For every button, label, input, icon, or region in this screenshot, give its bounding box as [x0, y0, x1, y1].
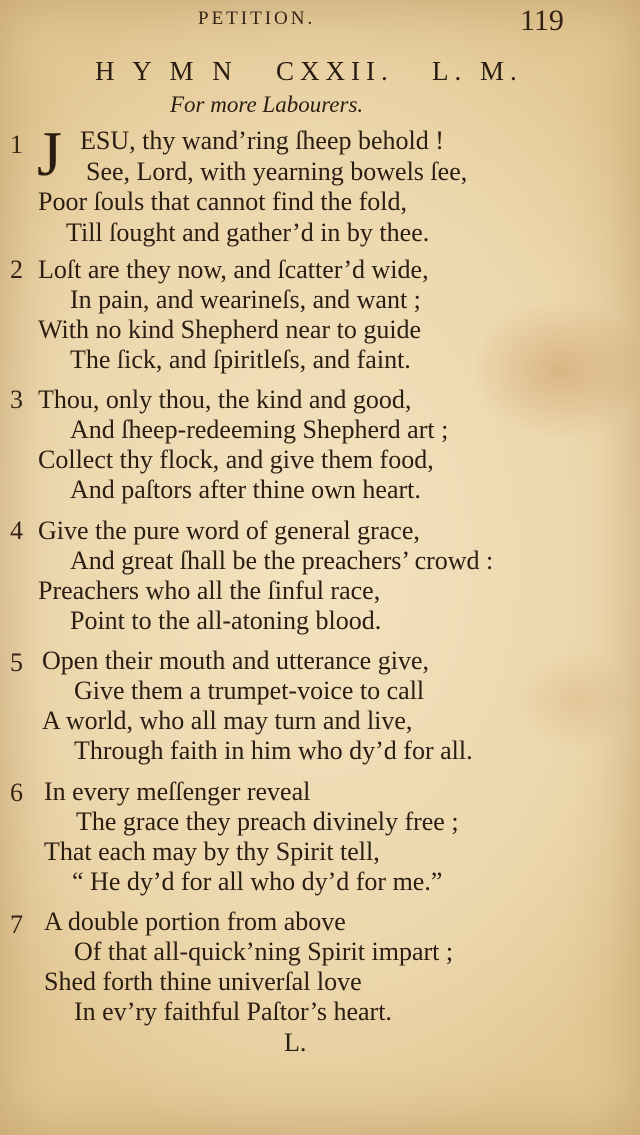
verse-line: A world, who all may turn and live,	[42, 706, 413, 735]
verse-line: That each may by thy Spirit tell,	[44, 837, 380, 866]
stanza-number: 5	[10, 648, 23, 677]
verse-line: Through faith in him who dy’d for all.	[74, 736, 473, 765]
stanza-number: 2	[10, 255, 23, 284]
stanza-number: 3	[10, 385, 23, 414]
verse-line: In every meſſenger reveal	[44, 777, 311, 806]
verse-line: “ He dy’d for all who dy’d for me.”	[72, 867, 443, 896]
verse-line: With no kind Shepherd near to guide	[38, 315, 422, 344]
verse-line: Give them a trumpet-voice to call	[74, 676, 425, 705]
running-head: PETITION.	[198, 8, 316, 29]
stanza-number: 6	[10, 778, 23, 807]
verse-line: In ev’ry faithful Paſtor’s heart.	[74, 997, 392, 1026]
drop-cap: J	[37, 118, 62, 189]
hymn-subtitle: For more Labourers.	[170, 92, 364, 117]
verse-line: Poor ſouls that cannot find the fold,	[38, 187, 408, 216]
verse-line: See, Lord, with yearning bowels ſee,	[86, 157, 468, 186]
verse-line: The ſick, and ſpiritleſs, and faint.	[70, 345, 411, 374]
page-number: 119	[520, 4, 564, 37]
verse-line: Till ſought and gather’d in by thee.	[66, 218, 430, 247]
verse-line: Shed forth thine univerſal love	[44, 967, 362, 996]
verse-line: Give the pure word of general grace,	[38, 516, 420, 545]
stanza-number: 1	[10, 130, 23, 159]
verse-line: And great ſhall be the preachers’ crowd :	[70, 546, 494, 575]
verse-line: Collect thy flock, and give them food,	[38, 445, 434, 474]
stanza-number: 4	[10, 516, 23, 545]
verse-line: And paſtors after thine own heart.	[70, 475, 421, 504]
verse-line: The grace they preach divinely free ;	[76, 807, 459, 836]
verse-line: Open their mouth and utterance give,	[42, 646, 429, 675]
verse-line: Of that all-quick’ning Spirit impart ;	[74, 937, 454, 966]
catchword: L.	[284, 1028, 307, 1057]
verse-line: Point to the all-atoning blood.	[70, 606, 382, 635]
verse-line: Preachers who all the ſinful race,	[38, 576, 381, 605]
verse-line: In pain, and wearineſs, and want ;	[70, 285, 421, 314]
hymn-title: H Y M N CXXII. L. M.	[95, 56, 523, 86]
verse-line: Loſt are they now, and ſcatter’d wide,	[38, 255, 429, 284]
verse-line: And ſheep-redeeming Shepherd art ;	[70, 415, 449, 444]
verse-line: A double portion from above	[44, 907, 346, 936]
verse-line: Thou, only thou, the kind and good,	[38, 385, 412, 414]
verse-line: ESU, thy wand’ring ſheep behold !	[80, 126, 444, 155]
stanza-number: 7	[10, 910, 23, 939]
